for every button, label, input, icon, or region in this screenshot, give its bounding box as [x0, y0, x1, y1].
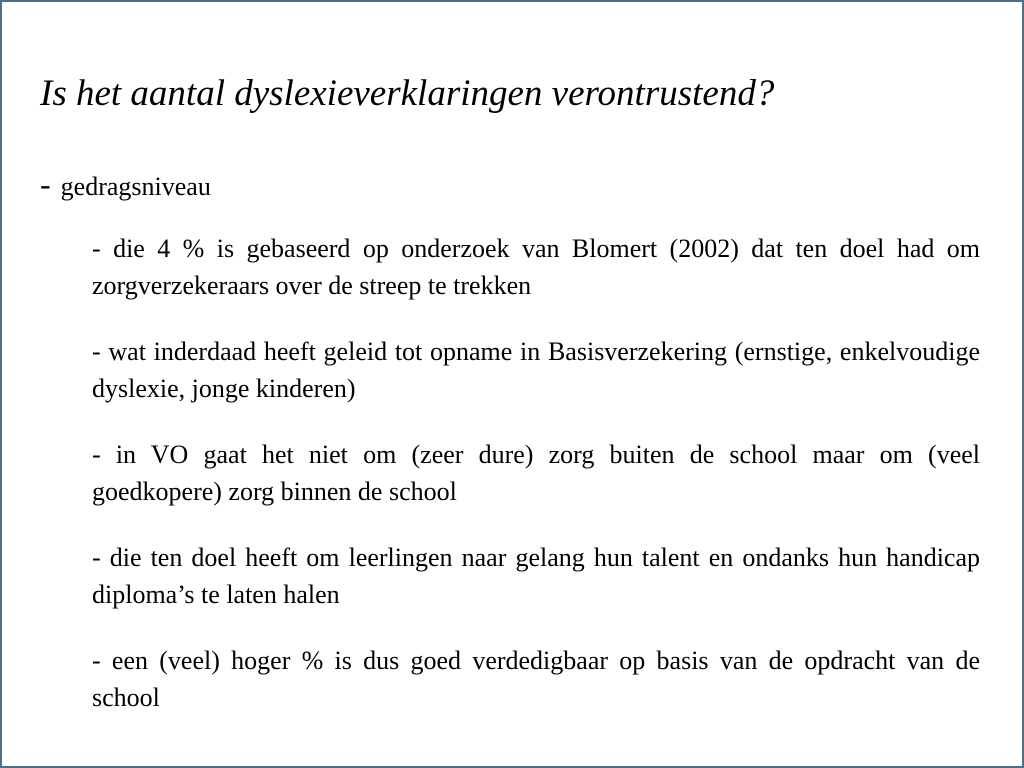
bullet-item: - wat inderdaad heeft geleid tot opname in Basisverzekering (ernstige, enkelvoudige dyslexie, jonge kinderen): [92, 337, 980, 403]
level-dash: -: [40, 166, 51, 202]
slide-title: Is het aantal dyslexieverklaringen verontrustend?: [40, 73, 775, 114]
bullet-item: - in VO gaat het niet om (zeer dure) zorg buiten de school maar om (veel goedkopere) zorg binnen de school: [92, 440, 980, 506]
level-heading: [40, 164, 211, 206]
bullet-item: - die ten doel heeft om leerlingen naar gelang hun talent en ondanks hun handicap diploma’s te laten halen: [92, 543, 980, 609]
level-label: gedragsniveau: [60, 172, 211, 201]
bullet-item: - een (veel) hoger % is dus goed verdedigbaar op basis van de opdracht van de school: [92, 646, 980, 712]
bullet-list: [92, 230, 980, 745]
bullet-item: - die 4 % is gebaseerd op onderzoek van Blomert (2002) dat ten doel had om zorgverzekeraars over de streep te trekken: [92, 234, 980, 300]
